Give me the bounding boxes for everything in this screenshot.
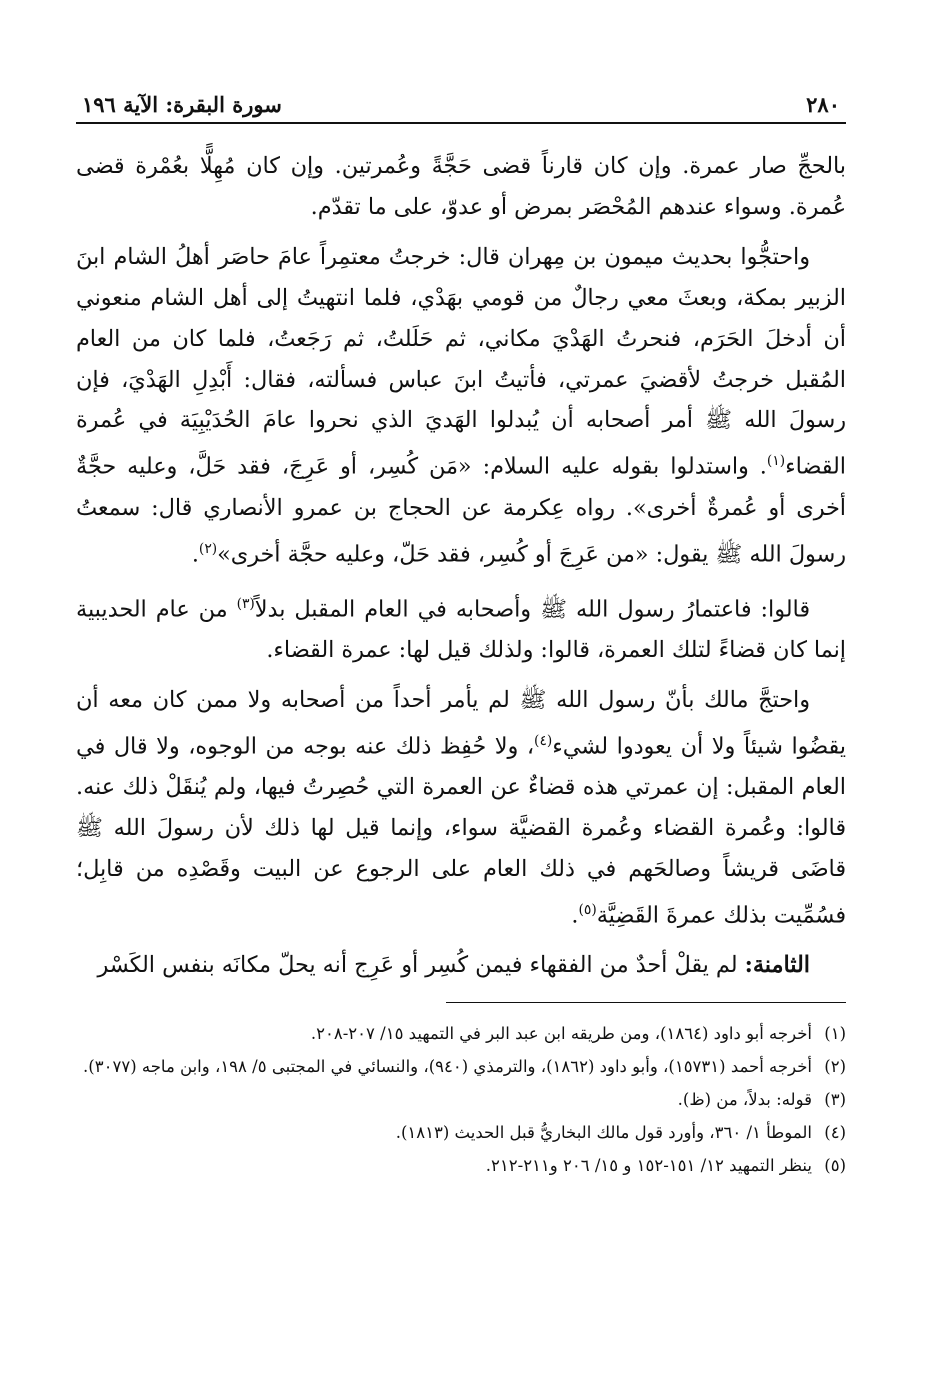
footnote-item	[76, 1116, 846, 1149]
footnote-number: (٤)	[824, 1123, 846, 1143]
footnote-number: (٣)	[824, 1090, 846, 1110]
footnote-item	[76, 1149, 846, 1182]
paragraph-text: .	[571, 902, 579, 929]
footnote-item	[76, 1050, 846, 1083]
footnote-ref-1[interactable]: (١)	[766, 453, 786, 470]
header-divider	[76, 122, 846, 124]
paragraph-text: بالحجِّ صار عمرة. وإن كان قارناً قضى حَجَّةً وعُمرتين. وإن كان مُهِلًّا بعُمْرة قضى عُمرة. وسواء عندهم المُحْصَر بمرض أو عدوّ، على ما تقدّم.	[76, 153, 846, 220]
footnote-text: قوله: بدلاً، من (ظ).	[677, 1090, 812, 1110]
footnote-ref-2[interactable]: (٢)	[198, 540, 218, 557]
paragraph	[76, 680, 846, 936]
footnote-number: (١)	[824, 1024, 846, 1044]
footnote-item	[76, 1083, 846, 1116]
footnote-text: الموطأ ١/ ٣٦٠، وأورد قول مالك البخاريُّ قبل الحديث (١٨١٣).	[395, 1123, 812, 1143]
paragraph-text: من عام الحديبية إنما كان قضاءً لتلك العمرة، قالوا: ولذلك قيل لها: عمرة القضاء.	[76, 596, 846, 664]
paragraph-text: لم يقلْ أحدٌ من الفقهاء فيمن كُسِر أو عَرِج أنه يحلّ مكانَه بنفس الكَسْر	[97, 952, 745, 979]
paragraph-text: واحتجَّ مالك بأنّ رسول الله ﷺ لم يأمر أحداً من أصحابه ولا ممن كان معه أن يقضُوا شيئاً ولا أن يعودوا لشيء	[76, 687, 846, 760]
footnote-item	[76, 1017, 846, 1050]
footnote-text: أخرجه أحمد (١٥٧٣١)، وأبو داود (١٨٦٢)، والترمذي (٩٤٠)، والنسائي في المجتبى ٥/ ١٩٨، وابن ماجه (٣٠٧٧).	[83, 1057, 812, 1077]
footnote-number: (٥)	[824, 1156, 846, 1176]
paragraph-text: .	[191, 541, 199, 567]
paragraph	[76, 945, 846, 986]
footnote-ref-5[interactable]: (٥)	[578, 902, 597, 919]
paragraph	[76, 237, 846, 575]
paragraph-text: . واستدلوا بقوله عليه السلام: «مَن كُسِر، أو عَرِجَ، فقد حَلَّ، وعليه حجَّةٌ أخرى أو عُمرةٌ أخرى». رواه عِكرمة عن الحجاج بن عمرو الأنصاري قال: سمعتُ رسولَ الله ﷺ يقول: «من عَرِجَ أو كُسِر، فقد حَلّ، وعليه حجَّة أخرى»	[76, 453, 846, 567]
section-lead: الثامنة:	[744, 952, 810, 979]
page-header	[76, 86, 846, 120]
footnote-number: (٢)	[824, 1057, 846, 1077]
footnote-text: ينظر التمهيد ١٢/ ١٥١-١٥٢ و ١٥/ ٢٠٦ و٢١١-٢١٢.	[485, 1156, 812, 1176]
running-title: سورة البقرة: الآية ١٩٦	[82, 92, 282, 117]
paragraph	[76, 584, 846, 671]
page-number: ٢٨٠	[806, 92, 840, 117]
footnote-text: أخرجه أبو داود (١٨٦٤)، ومن طريقه ابن عبد البر في التمهيد ١٥/ ٢٠٧-٢٠٨.	[310, 1024, 812, 1044]
footnote-divider	[446, 1002, 846, 1003]
paragraph-text: قالوا: فاعتمارُ رسول الله ﷺ وأصحابه في العام المقبل بدلاً	[254, 596, 810, 623]
footnote-ref-4[interactable]: (٤)	[534, 733, 553, 750]
book-page	[76, 86, 846, 1182]
paragraph-text: واحتجُّوا بحديث ميمون بن مِهران قال: خرجتُ معتمِراً عامَ حاصَر أهلُ الشام ابنَ الزبير بمكة، وبعثَ معي رجالٌ من قومي بهَدْي، فلما انتهيتُ إلى أهل الشام منعوني أن أدخلَ الحَرَم، فنحرتُ الهَدْيَ مكاني، ثم حَلَلتُ، ثم رَجَعتُ، فلما كان من العام المُقبل خرجتُ لأقضيَ عمرتي، فأتيتُ ابنَ عباس فسألته، فقال: أَبْدِلِ الهَدْيَ، فإن رسولَ الله ﷺ أمر أصحابه أن يُبدلوا الهَديَ الذي نحروا عامَ الحُدَيْبِيَة في عُمرة القضاء	[76, 243, 846, 480]
footnotes	[76, 1017, 846, 1182]
paragraph	[76, 146, 846, 228]
paragraph-text: ، ولا حُفِظ ذلك عنه بوجه من الوجوه، ولا قال في العام المقبل: إن عمرتي هذه قضاءٌ عن العمرة التي حُصِرتُ فيها، ولم يُنقَلْ ذلك عنه. قالوا: وعُمرة القضاء وعُمرة القضيَّة سواء، وإنما قيل لها ذلك لأن رسولَ الله ﷺ قاضَى قريشاً وصالحَهم في ذلك العام على الرجوع عن البيت وقَصْدِه من قابِل؛ فسُمِّيت بذلك عمرةَ القَضِيَّة	[76, 733, 846, 929]
main-text	[76, 146, 846, 986]
footnote-ref-3[interactable]: (٣)	[236, 595, 255, 612]
